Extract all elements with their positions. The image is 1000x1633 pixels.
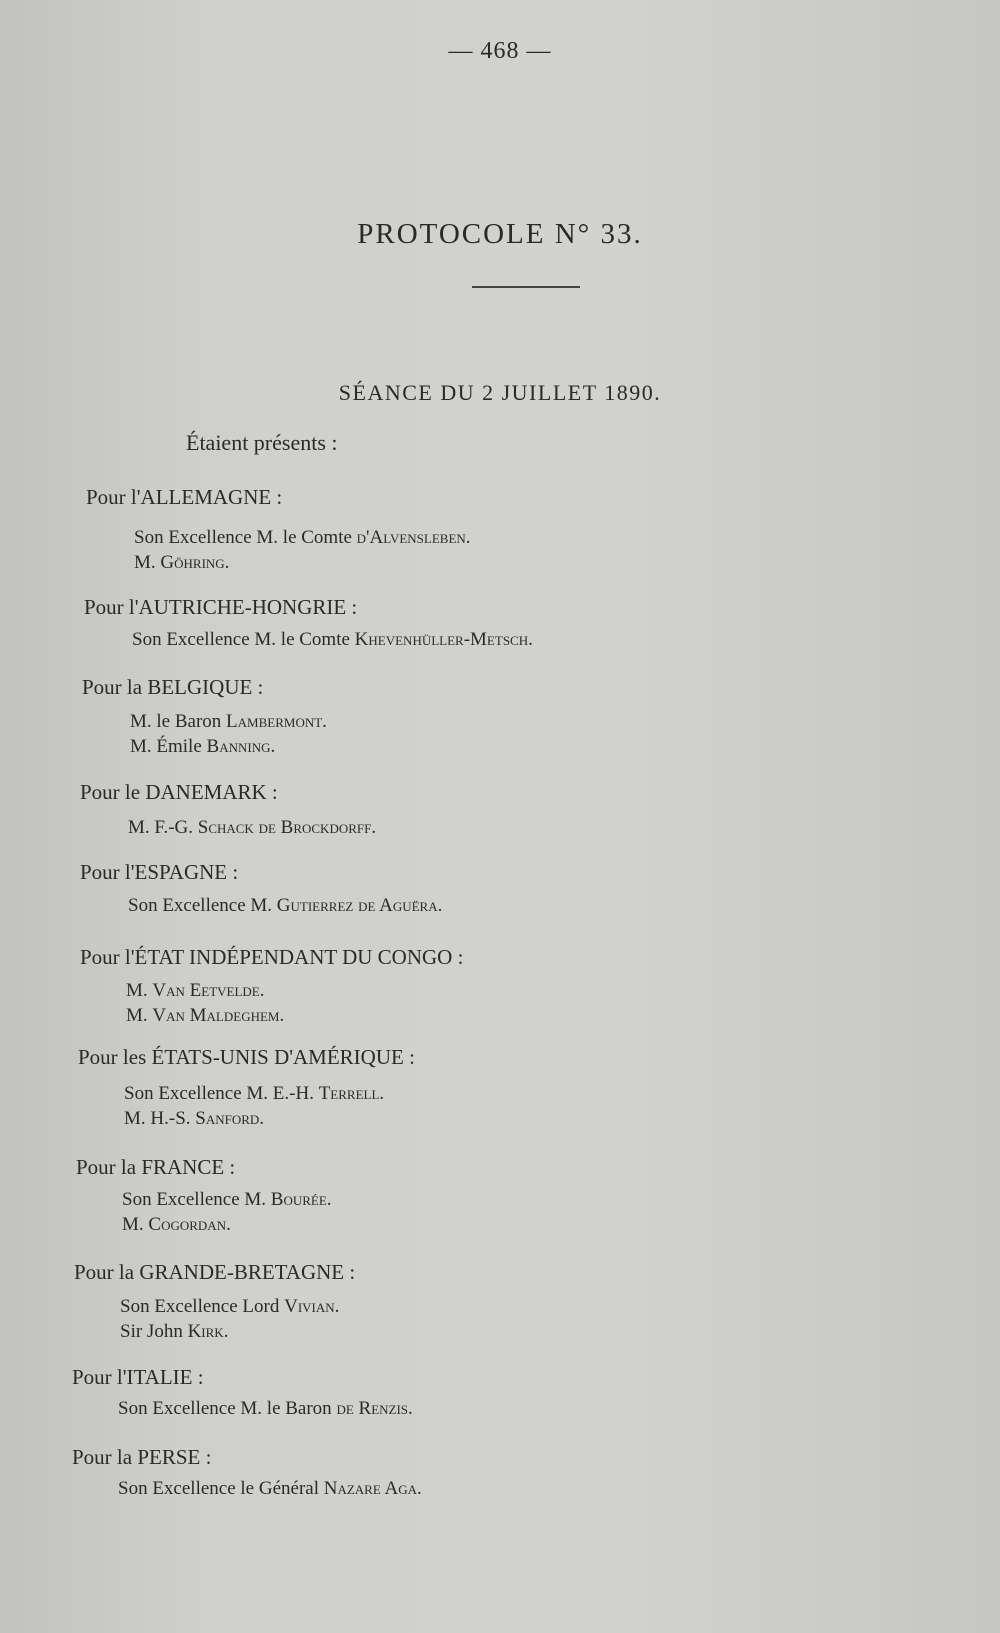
delegate-title: Son Excellence M. le Baron [118,1398,337,1419]
delegate-name: Bourée. [270,1189,332,1210]
delegate-name: Lambermont. [226,711,327,732]
delegate-entry [126,1005,284,1027]
delegate-entry [130,711,327,733]
title-rule [472,286,580,288]
delegate-entry [120,1296,339,1318]
delegate-entry [128,817,376,839]
delegate-entry [118,1478,422,1500]
delegate-entry [132,629,533,651]
delegation-country: Pour la PERSE : [72,1445,212,1469]
present-label: Étaient présents : [186,430,338,455]
delegation-country: Pour la BELGIQUE : [82,675,264,699]
delegation-country: Pour la FRANCE : [76,1155,236,1179]
delegate-entry [134,552,229,574]
delegate-title: M. [126,980,153,1001]
delegate-entry [120,1321,228,1343]
delegation-country: Pour l'AUTRICHE-HONGRIE : [84,595,358,619]
delegate-name: Gutierrez de Aguëra. [276,895,443,916]
delegate-title: M. [126,1005,153,1026]
delegate-entry [128,895,442,917]
delegate-name: Van Maldeghem. [152,1005,285,1026]
delegate-name: Van Eetvelde. [152,980,265,1001]
delegate-name: Göhring. [160,552,230,573]
delegation-country: Pour le DANEMARK : [80,780,278,804]
delegate-name: Cogordan. [148,1214,231,1235]
delegate-name: Kirk. [187,1321,229,1342]
delegation-country: Pour la GRANDE-BRETAGNE : [74,1260,356,1284]
delegation-country: Pour l'ALLEMAGNE : [86,485,283,509]
delegate-title: Son Excellence M. E.-H. [124,1083,319,1104]
delegate-entry [118,1398,413,1420]
delegate-title: M. F.-G. [128,817,198,838]
delegate-title: M. H.-S. [124,1108,196,1129]
delegate-title: Son Excellence M. [122,1189,271,1210]
delegate-name: Terrell. [318,1083,385,1104]
delegate-title: Son Excellence M. [128,895,277,916]
delegation-country: Pour l'ESPAGNE : [80,860,239,884]
delegate-name: Khevenhüller-Metsch. [354,629,533,650]
delegate-entry [122,1189,332,1211]
delegate-name: Banning. [206,736,276,757]
page-number: — 468 — [448,38,552,64]
delegate-name: Nazare Aga. [323,1478,422,1499]
delegate-name: de Renzis. [336,1398,413,1419]
delegate-title: M. [122,1214,149,1235]
delegate-entry [122,1214,231,1236]
delegate-title: M. le Baron [130,711,227,732]
delegate-name: Vivian. [284,1296,340,1317]
delegate-entry [130,736,275,758]
delegate-name: d'Alvensleben. [356,527,471,548]
delegate-title: M. Émile [130,736,207,757]
delegate-entry [126,980,265,1002]
delegate-entry [124,1083,384,1105]
delegate-title: Son Excellence M. le Comte [132,629,355,650]
protocol-title: PROTOCOLE N° 33. [357,218,643,250]
delegate-name: Sanford. [195,1108,265,1129]
delegation-country: Pour l'ÉTAT INDÉPENDANT DU CONGO : [80,945,464,969]
delegate-title: Son Excellence le Général [118,1478,324,1499]
delegate-title: Son Excellence Lord [120,1296,285,1317]
session-date: SÉANCE DU 2 JUILLET 1890. [338,380,662,405]
delegate-entry [124,1108,264,1130]
delegation-country: Pour les ÉTATS-UNIS D'AMÉRIQUE : [78,1045,415,1069]
delegate-name: Schack de Brockdorff. [197,817,377,838]
delegate-title: Sir John [120,1321,188,1342]
delegation-country: Pour l'ITALIE : [72,1365,204,1389]
delegate-title: M. [134,552,161,573]
delegate-title: Son Excellence M. le Comte [134,527,357,548]
delegate-entry [134,527,471,549]
